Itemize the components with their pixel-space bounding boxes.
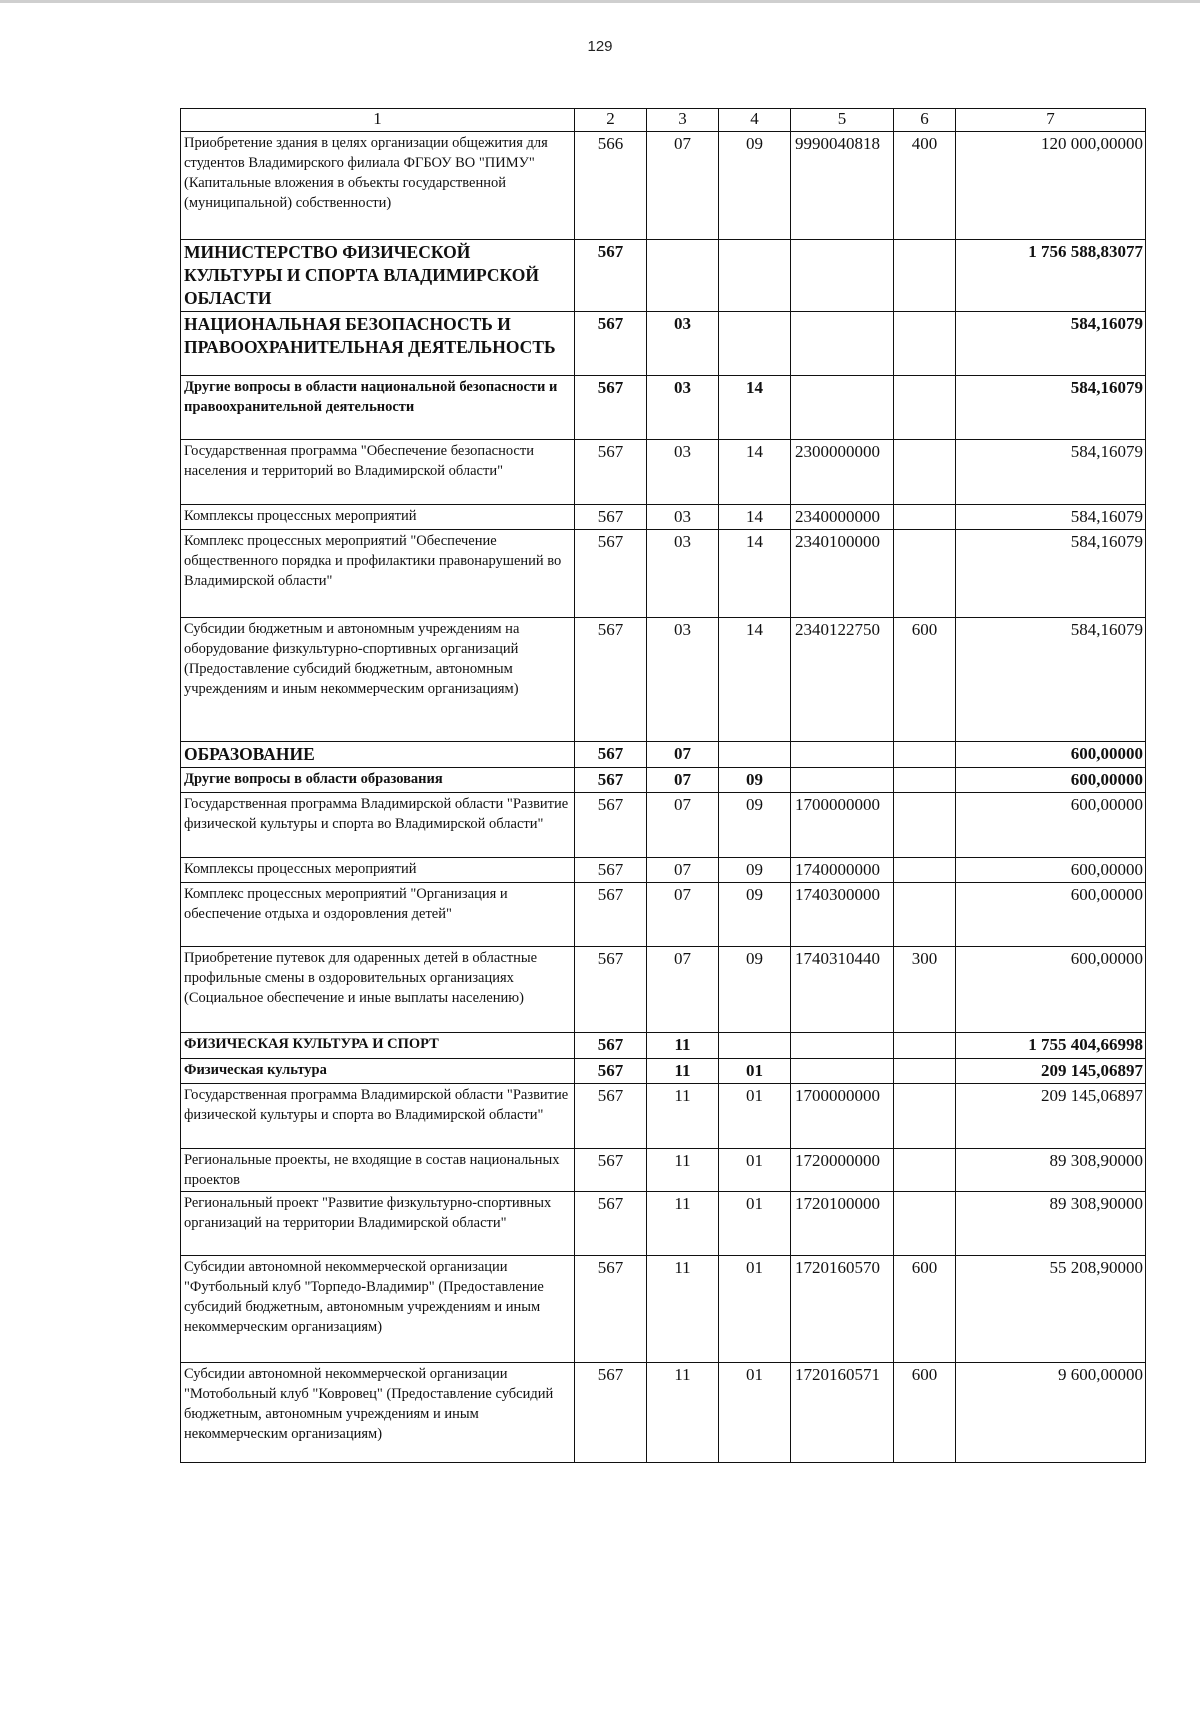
expense-type-code: 600 (894, 618, 956, 742)
expense-type-code (894, 505, 956, 530)
amount: 9 600,00000 (956, 1363, 1146, 1463)
amount: 600,00000 (956, 793, 1146, 858)
amount: 89 308,90000 (956, 1149, 1146, 1192)
column-header: 4 (719, 109, 791, 132)
ministry-code: 567 (575, 240, 647, 312)
item-name: Государственная программа "Обеспечение безопасности населения и территорий во Владимирской области" (181, 440, 575, 505)
ministry-code: 567 (575, 1033, 647, 1059)
subsection-code (719, 240, 791, 312)
amount: 584,16079 (956, 618, 1146, 742)
table-row (181, 1363, 1146, 1463)
item-name: ФИЗИЧЕСКАЯ КУЛЬТУРА И СПОРТ (181, 1033, 575, 1059)
amount: 600,00000 (956, 858, 1146, 883)
item-name: ОБРАЗОВАНИЕ (181, 742, 575, 768)
expense-type-code: 600 (894, 1363, 956, 1463)
target-article-code: 1740000000 (791, 858, 894, 883)
table-row (181, 858, 1146, 883)
table-row (181, 132, 1146, 240)
target-article-code (791, 742, 894, 768)
expense-type-code (894, 440, 956, 505)
table-row (181, 440, 1146, 505)
amount: 584,16079 (956, 505, 1146, 530)
subsection-code: 09 (719, 793, 791, 858)
table-row (181, 530, 1146, 618)
item-name: Комплексы процессных мероприятий (181, 858, 575, 883)
expense-type-code (894, 1059, 956, 1084)
ministry-code: 567 (575, 768, 647, 793)
table-row (181, 1059, 1146, 1084)
amount: 55 208,90000 (956, 1256, 1146, 1363)
table-row (181, 883, 1146, 947)
table-header-row (181, 109, 1146, 132)
ministry-code: 567 (575, 440, 647, 505)
amount: 89 308,90000 (956, 1192, 1146, 1256)
expense-type-code (894, 883, 956, 947)
section-code: 03 (647, 505, 719, 530)
subsection-code: 09 (719, 858, 791, 883)
ministry-code: 566 (575, 132, 647, 240)
column-header: 3 (647, 109, 719, 132)
target-article-code (791, 376, 894, 440)
target-article-code: 2340100000 (791, 530, 894, 618)
target-article-code (791, 312, 894, 376)
expense-type-code (894, 793, 956, 858)
item-name: Государственная программа Владимирской области "Развитие физической культуры и спорта во Владимирской области" (181, 793, 575, 858)
item-name: Приобретение путевок для одаренных детей в областные профильные смены в оздоровительных организациях (Социальное обеспечение и иные выплаты населению) (181, 947, 575, 1033)
subsection-code: 01 (719, 1149, 791, 1192)
subsection-code (719, 312, 791, 376)
ministry-code: 567 (575, 1059, 647, 1084)
ministry-code: 567 (575, 1084, 647, 1149)
section-code: 07 (647, 947, 719, 1033)
ministry-code: 567 (575, 1256, 647, 1363)
amount: 584,16079 (956, 530, 1146, 618)
expense-type-code (894, 1084, 956, 1149)
section-code: 03 (647, 530, 719, 618)
target-article-code: 1700000000 (791, 793, 894, 858)
section-code: 03 (647, 312, 719, 376)
table-row (181, 742, 1146, 768)
amount: 120 000,00000 (956, 132, 1146, 240)
section-code: 07 (647, 858, 719, 883)
ministry-code: 567 (575, 742, 647, 768)
ministry-code: 567 (575, 1363, 647, 1463)
item-name: Субсидии автономной некоммерческой организации "Футбольный клуб "Торпедо-Владимир" (Предоставление субсидий бюджетным, автономным учреждениям и иным некоммерческим организациям) (181, 1256, 575, 1363)
ministry-code: 567 (575, 530, 647, 618)
expense-type-code (894, 240, 956, 312)
amount: 209 145,06897 (956, 1059, 1146, 1084)
subsection-code (719, 1033, 791, 1059)
subsection-code: 14 (719, 505, 791, 530)
target-article-code (791, 1033, 894, 1059)
subsection-code: 01 (719, 1059, 791, 1084)
section-code: 11 (647, 1033, 719, 1059)
item-name: Комплекс процессных мероприятий "Обеспечение общественного порядка и профилактики правонарушений во Владимирской области" (181, 530, 575, 618)
target-article-code: 1740310440 (791, 947, 894, 1033)
item-name: МИНИСТЕРСТВО ФИЗИЧЕСКОЙ КУЛЬТУРЫ И СПОРТА ВЛАДИМИРСКОЙ ОБЛАСТИ (181, 240, 575, 312)
ministry-code: 567 (575, 793, 647, 858)
item-name: НАЦИОНАЛЬНАЯ БЕЗОПАСНОСТЬ И ПРАВООХРАНИТЕЛЬНАЯ ДЕЯТЕЛЬНОСТЬ (181, 312, 575, 376)
expense-type-code (894, 858, 956, 883)
item-name: Субсидии бюджетным и автономным учреждениям на оборудование физкультурно-спортивных организаций (Предоставление субсидий бюджетным, автономным учреждениям и иным некоммерческим организациям) (181, 618, 575, 742)
subsection-code: 14 (719, 376, 791, 440)
amount: 600,00000 (956, 768, 1146, 793)
subsection-code: 14 (719, 440, 791, 505)
item-name: Физическая культура (181, 1059, 575, 1084)
ministry-code: 567 (575, 883, 647, 947)
target-article-code: 1740300000 (791, 883, 894, 947)
expense-type-code (894, 768, 956, 793)
section-code: 11 (647, 1363, 719, 1463)
target-article-code (791, 240, 894, 312)
column-header: 1 (181, 109, 575, 132)
ministry-code: 567 (575, 618, 647, 742)
ministry-code: 567 (575, 312, 647, 376)
table-row (181, 1033, 1146, 1059)
subsection-code: 14 (719, 618, 791, 742)
amount: 1 756 588,83077 (956, 240, 1146, 312)
target-article-code: 2300000000 (791, 440, 894, 505)
item-name: Другие вопросы в области образования (181, 768, 575, 793)
subsection-code: 09 (719, 768, 791, 793)
section-code: 03 (647, 376, 719, 440)
table-row (181, 793, 1146, 858)
section-code (647, 240, 719, 312)
subsection-code: 09 (719, 132, 791, 240)
column-header: 7 (956, 109, 1146, 132)
table-row (181, 240, 1146, 312)
item-name: Субсидии автономной некоммерческой организации "Мотобольный клуб "Ковровец" (Предоставление субсидий бюджетным, автономным учреждениям и иным некоммерческим организациям) (181, 1363, 575, 1463)
target-article-code: 2340122750 (791, 618, 894, 742)
table-row (181, 1192, 1146, 1256)
table-row (181, 768, 1146, 793)
target-article-code: 1720100000 (791, 1192, 894, 1256)
section-code: 07 (647, 883, 719, 947)
section-code: 03 (647, 618, 719, 742)
expense-type-code: 600 (894, 1256, 956, 1363)
section-code: 11 (647, 1149, 719, 1192)
expense-type-code (894, 312, 956, 376)
item-name: Другие вопросы в области национальной безопасности и правоохранительной деятельности (181, 376, 575, 440)
expense-type-code (894, 530, 956, 618)
expense-type-code: 300 (894, 947, 956, 1033)
budget-table (180, 108, 1146, 1463)
target-article-code (791, 1059, 894, 1084)
section-code: 07 (647, 793, 719, 858)
target-article-code: 9990040818 (791, 132, 894, 240)
ministry-code: 567 (575, 858, 647, 883)
item-name: Региональный проект "Развитие физкультурно-спортивных организаций на территории Владимирской области" (181, 1192, 575, 1256)
section-code: 07 (647, 132, 719, 240)
table-row (181, 947, 1146, 1033)
table-row (181, 376, 1146, 440)
amount: 584,16079 (956, 440, 1146, 505)
section-code: 11 (647, 1256, 719, 1363)
amount: 584,16079 (956, 312, 1146, 376)
target-article-code: 1720160571 (791, 1363, 894, 1463)
amount: 600,00000 (956, 883, 1146, 947)
amount: 1 755 404,66998 (956, 1033, 1146, 1059)
page-number: 129 (587, 38, 613, 55)
section-code: 11 (647, 1084, 719, 1149)
expense-type-code (894, 1149, 956, 1192)
item-name: Региональные проекты, не входящие в состав национальных проектов (181, 1149, 575, 1192)
item-name: Приобретение здания в целях организации общежития для студентов Владимирского филиала ФГБОУ ВО "ПИМУ" (Капитальные вложения в объекты государственной (муниципальной) собственности) (181, 132, 575, 240)
top-border-line (0, 0, 1200, 3)
subsection-code: 14 (719, 530, 791, 618)
target-article-code: 1700000000 (791, 1084, 894, 1149)
table-row (181, 618, 1146, 742)
subsection-code (719, 742, 791, 768)
column-header: 2 (575, 109, 647, 132)
section-code: 07 (647, 768, 719, 793)
ministry-code: 567 (575, 376, 647, 440)
table-row (181, 505, 1146, 530)
table-row (181, 312, 1146, 376)
ministry-code: 567 (575, 1149, 647, 1192)
table-row (181, 1256, 1146, 1363)
target-article-code: 1720000000 (791, 1149, 894, 1192)
ministry-code: 567 (575, 947, 647, 1033)
ministry-code: 567 (575, 505, 647, 530)
amount: 584,16079 (956, 376, 1146, 440)
target-article-code: 2340000000 (791, 505, 894, 530)
item-name: Комплексы процессных мероприятий (181, 505, 575, 530)
expense-type-code (894, 1033, 956, 1059)
expense-type-code: 400 (894, 132, 956, 240)
item-name: Государственная программа Владимирской области "Развитие физической культуры и спорта во Владимирской области" (181, 1084, 575, 1149)
column-header: 6 (894, 109, 956, 132)
subsection-code: 01 (719, 1363, 791, 1463)
subsection-code: 09 (719, 947, 791, 1033)
table-row (181, 1149, 1146, 1192)
column-header: 5 (791, 109, 894, 132)
expense-type-code (894, 742, 956, 768)
expense-type-code (894, 376, 956, 440)
subsection-code: 01 (719, 1192, 791, 1256)
subsection-code: 01 (719, 1256, 791, 1363)
target-article-code: 1720160570 (791, 1256, 894, 1363)
amount: 600,00000 (956, 947, 1146, 1033)
section-code: 11 (647, 1059, 719, 1084)
amount: 600,00000 (956, 742, 1146, 768)
target-article-code (791, 768, 894, 793)
section-code: 11 (647, 1192, 719, 1256)
section-code: 07 (647, 742, 719, 768)
ministry-code: 567 (575, 1192, 647, 1256)
section-code: 03 (647, 440, 719, 505)
item-name: Комплекс процессных мероприятий "Организация и обеспечение отдыха и оздоровления детей" (181, 883, 575, 947)
subsection-code: 01 (719, 1084, 791, 1149)
amount: 209 145,06897 (956, 1084, 1146, 1149)
table-row (181, 1084, 1146, 1149)
subsection-code: 09 (719, 883, 791, 947)
expense-type-code (894, 1192, 956, 1256)
